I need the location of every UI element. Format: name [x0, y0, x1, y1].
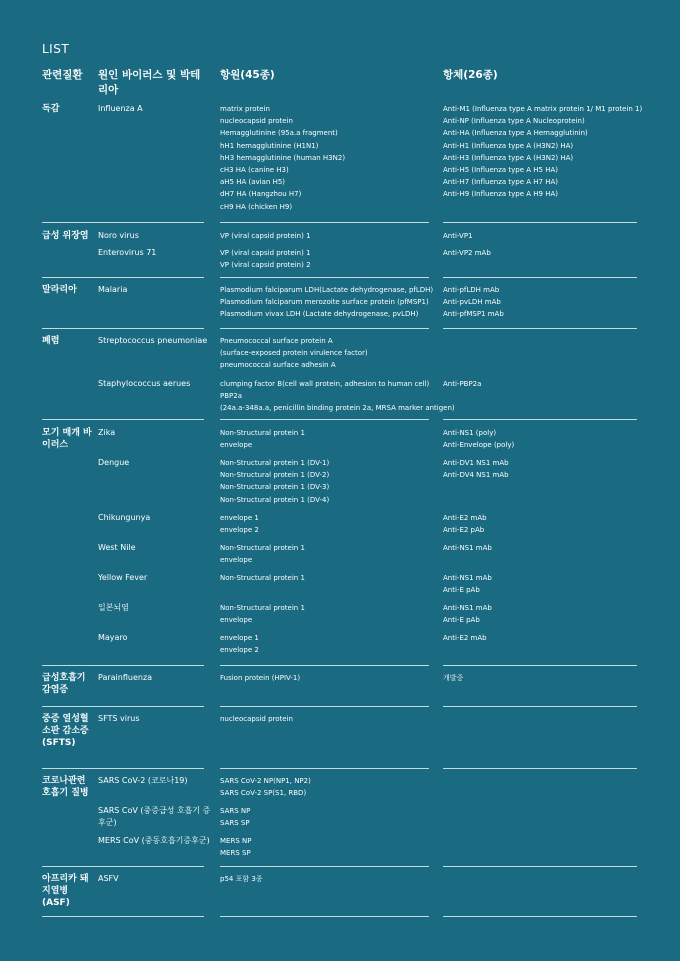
row-divider	[220, 706, 429, 707]
antigen-item: Pneumococcal surface protein A	[220, 337, 333, 345]
row-divider	[42, 706, 204, 707]
antibody-list	[443, 672, 463, 684]
antigen-item: (24a.a-348a.a, penicillin binding protein 2a, MRSA marker antigen)	[220, 404, 455, 413]
row-divider	[42, 916, 204, 917]
antibody-item: Anti-DV4 NS1 mAb	[443, 471, 509, 480]
antigen-item: VP (viral capsid protein) 1	[220, 232, 311, 240]
antigen-item: aH5 HA (avian H5)	[220, 178, 286, 187]
antigen-item: Plasmodium vivax LDH (Lactate dehydrogenase, pvLDH)	[220, 310, 419, 319]
antigen-item: envelope 1	[220, 514, 259, 522]
antigen-item: Non-Structural protein 1	[220, 604, 305, 612]
row-divider	[443, 665, 637, 666]
disease-label: 코로나관련 호흡기 질병	[42, 776, 89, 798]
antigen-item: envelope 2	[220, 646, 259, 655]
antibody-list	[443, 602, 492, 626]
antigen-item: VP (viral capsid protein) 2	[220, 261, 311, 270]
antigen-list	[220, 230, 311, 242]
disease-label: 말라리아	[42, 285, 77, 295]
pathogen-name: Malaria	[98, 285, 128, 294]
disease-label: 급성호흡기 감염증	[42, 673, 86, 695]
antibody-item: Anti-H3 (Influenza type A (H3N2) HA)	[443, 153, 574, 162]
pathogen-name: ASFV	[98, 874, 119, 883]
antibody-item: Anti-NS1 (poly)	[443, 429, 497, 437]
antigen-list	[220, 805, 250, 829]
header-source: 원인 바이러스 및 박테리아	[98, 69, 201, 96]
row-divider	[42, 768, 204, 769]
row-divider	[42, 419, 204, 420]
disease-label: 아프리카 돼지열병 (ASF)	[42, 874, 89, 908]
antigen-list	[220, 284, 433, 321]
antibody-item: Anti-HA (Influenza type A Hemagglutinin)	[443, 129, 588, 138]
pathogen-name: Parainfluenza	[98, 673, 153, 682]
antigen-item: VP (viral capsid protein) 1	[220, 249, 311, 257]
antibody-item: Anti-NS1 mAb	[443, 544, 492, 552]
page-title: LIST	[42, 42, 70, 56]
pathogen-name: Noro virus	[98, 231, 139, 240]
antibody-list	[443, 103, 642, 201]
antigen-item: cH9 HA (chicken H9)	[220, 202, 293, 211]
row-divider	[42, 222, 204, 223]
antibody-item: 개발중	[443, 674, 464, 682]
pathogen-name: Streptococcus pneumoniae	[98, 336, 208, 345]
antibody-item: Anti-pfLDH mAb	[443, 286, 500, 294]
antigen-item: PBP2a	[220, 392, 242, 401]
antibody-list	[443, 457, 509, 481]
disease-label: 모기 매개 바이러스	[42, 428, 92, 450]
pathogen-name: Mayaro	[98, 633, 128, 642]
antigen-item: SARS SP	[220, 819, 250, 828]
header-antibody: 항체(26종)	[443, 69, 498, 81]
antibody-item: Anti-E2 mAb	[443, 634, 487, 642]
antibody-item: Anti-Envelope (poly)	[443, 441, 515, 450]
antigen-item: Plasmodium falciparum LDH(Lactate dehydrogenase, pfLDH)	[220, 286, 434, 294]
antigen-item: matrix protein	[220, 105, 270, 113]
antigen-item: SARS CoV-2 SP(S1, RBD)	[220, 789, 307, 798]
pathogen-name: Dengue	[98, 458, 130, 467]
antigen-list	[220, 247, 311, 271]
antigen-list	[220, 378, 455, 415]
antigen-item: Fusion protein (HPIV-1)	[220, 674, 301, 682]
antibody-item: Anti-NP (Influenza type A Nucleoprotein)	[443, 117, 585, 126]
antigen-item: Non-Structural protein 1 (DV-4)	[220, 495, 330, 504]
antibody-list	[443, 427, 514, 451]
row-divider	[42, 866, 204, 867]
antigen-item: clumping factor B(cell wall protein, adhesion to human cell)	[220, 380, 430, 388]
row-divider	[220, 866, 429, 867]
row-divider	[443, 277, 637, 278]
row-divider	[443, 706, 637, 707]
antigen-list	[220, 672, 300, 684]
header-antigen: 항원(45종)	[220, 69, 275, 81]
row-divider	[443, 916, 637, 917]
row-divider	[220, 222, 429, 223]
header-disease: 관련질환	[42, 69, 83, 81]
antibody-item: Anti-E pAb	[443, 616, 480, 625]
antibody-list	[443, 512, 487, 536]
antigen-list	[220, 542, 305, 566]
antigen-item: envelope 1	[220, 634, 259, 642]
pathogen-name: Staphylococcus aerues	[98, 379, 191, 388]
pathogen-name: Influenza A	[98, 104, 143, 113]
antigen-item: nucleocapsid protein	[220, 117, 293, 126]
antigen-list	[220, 713, 293, 725]
row-divider	[42, 328, 204, 329]
antigen-item: SARS NP	[220, 807, 251, 815]
antigen-list	[220, 835, 251, 859]
antigen-item: Non-Structural protein 1 (DV-1)	[220, 459, 330, 467]
antibody-item: Anti-E2 mAb	[443, 514, 487, 522]
row-divider	[42, 665, 204, 666]
antibody-list	[443, 247, 491, 259]
pathogen-name: Yellow Fever	[98, 573, 148, 582]
row-divider	[220, 768, 429, 769]
antigen-list	[220, 335, 368, 372]
disease-label: 폐렴	[42, 336, 60, 346]
antigen-item: hH3 hemagglutinine (human H3N2)	[220, 153, 346, 162]
antigen-list	[220, 427, 305, 451]
antigen-item: Non-Structural protein 1	[220, 574, 305, 582]
row-divider	[443, 866, 637, 867]
row-divider	[220, 419, 429, 420]
row-divider	[443, 768, 637, 769]
antibody-item: Anti-pfMSP1 mAb	[443, 310, 504, 319]
antigen-item: Non-Structural protein 1 (DV-2)	[220, 471, 330, 480]
antibody-item: Anti-NS1 mAb	[443, 604, 492, 612]
antigen-list	[220, 572, 305, 584]
antibody-item: Anti-pvLDH mAb	[443, 298, 501, 307]
pathogen-name: SARS CoV-2 (코로나19)	[98, 776, 188, 785]
disease-label: 급성 위장염	[42, 231, 89, 241]
antibody-item: Anti-H1 (Influenza type A (H3N2) HA)	[443, 141, 574, 150]
antigen-item: Non-Structural protein 1	[220, 429, 305, 437]
antigen-list	[220, 873, 263, 885]
antibody-item: Anti-E2 pAb	[443, 526, 485, 535]
disease-label: 중증 열성혈소판 감소증 (SFTS)	[42, 714, 89, 748]
pathogen-name: SARS CoV (중증급성 호흡기 증후군)	[98, 806, 211, 827]
antigen-list	[220, 457, 329, 506]
antigen-item: SARS CoV-2 NP(NP1, NP2)	[220, 777, 311, 785]
pathogen-name: Chikungunya	[98, 513, 151, 522]
row-divider	[220, 277, 429, 278]
antigen-item: MERS SP	[220, 849, 251, 858]
antigen-item: Hemagglutinine (95a.a fragment)	[220, 129, 338, 138]
antibody-item: Anti-H5 (Influenza type A H5 HA)	[443, 166, 558, 175]
disease-label: 독감	[42, 104, 60, 114]
pathogen-name: MERS CoV (중동호흡기증후군)	[98, 836, 210, 845]
antigen-item: hH1 hemagglutinine (H1N1)	[220, 141, 319, 150]
antibody-list	[443, 378, 481, 390]
row-divider	[443, 222, 637, 223]
antibody-item: Anti-NS1 mAb	[443, 574, 492, 582]
antibody-item: Anti-H9 (Influenza type A H9 HA)	[443, 190, 558, 199]
antigen-item: MERS NP	[220, 837, 252, 845]
row-divider	[220, 328, 429, 329]
antibody-item: Anti-E pAb	[443, 586, 480, 595]
antibody-list	[443, 632, 487, 644]
antigen-list	[220, 602, 305, 626]
row-divider	[443, 328, 637, 329]
antigen-item: Non-Structural protein 1 (DV-3)	[220, 483, 330, 492]
pathogen-name: SFTS virus	[98, 714, 140, 723]
antibody-item: Anti-DV1 NS1 mAb	[443, 459, 509, 467]
antigen-list	[220, 775, 311, 799]
antibody-item: Anti-VP1	[443, 232, 473, 240]
antigen-item: p54 포함 3종	[220, 875, 263, 883]
antibody-item: Anti-M1 (Influenza type A matrix protein 1/ M1 protein 1)	[443, 105, 643, 113]
row-divider	[220, 665, 429, 666]
row-divider	[220, 916, 429, 917]
antigen-item: Plasmodium falciparum merozoite surface protein (pfMSP1)	[220, 298, 429, 307]
antigen-item: pneumococcal surface adhesin A	[220, 361, 336, 370]
antibody-list	[443, 542, 492, 554]
antibody-item: Anti-H7 (Influenza type A H7 HA)	[443, 178, 558, 187]
antibody-item: Anti-PBP2a	[443, 380, 482, 388]
antigen-item: dH7 HA (Hangzhou H7)	[220, 190, 302, 199]
antigen-item: (surface-exposed protein virulence factor)	[220, 349, 368, 358]
row-divider	[443, 419, 637, 420]
antibody-list	[443, 284, 504, 321]
pathogen-name: Zika	[98, 428, 116, 437]
pathogen-name: 일본뇌염	[98, 603, 129, 612]
pathogen-name: Enterovirus 71	[98, 248, 157, 257]
antigen-item: envelope	[220, 441, 253, 450]
antigen-item: Non-Structural protein 1	[220, 544, 305, 552]
antibody-list	[443, 572, 492, 596]
antigen-item: envelope 2	[220, 526, 259, 535]
antibody-list	[443, 230, 473, 242]
antigen-item: envelope	[220, 556, 253, 565]
antibody-item: Anti-VP2 mAb	[443, 249, 491, 257]
pathogen-name: West Nile	[98, 543, 136, 552]
antigen-item: envelope	[220, 616, 253, 625]
antigen-item: nucleocapsid protein	[220, 715, 293, 723]
row-divider	[42, 277, 204, 278]
antigen-list	[220, 512, 259, 536]
antigen-list	[220, 103, 345, 213]
antigen-list	[220, 632, 259, 656]
antigen-item: cH3 HA (canine H3)	[220, 166, 289, 175]
